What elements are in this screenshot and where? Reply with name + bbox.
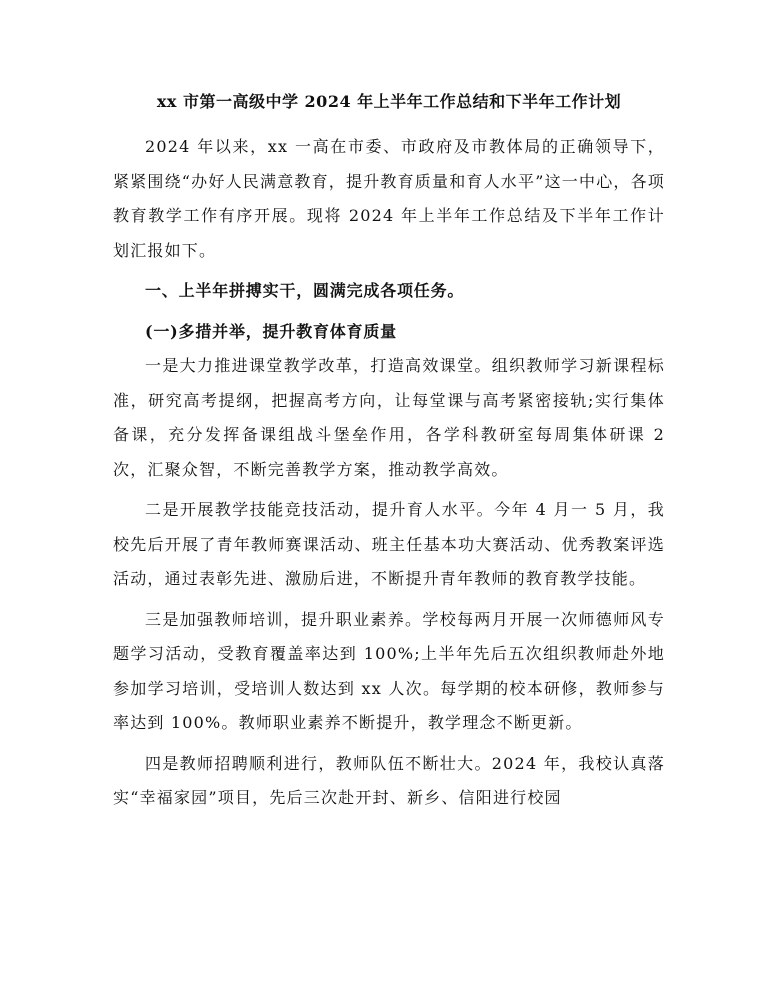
- body-paragraph-1: 一是大力推进课堂教学改革，打造高效课堂。组织教师学习新课程标准，研究高考提纲，把握高考方向，让每堂课与高考紧密接轨;实行集体备课，充分发挥备课组战斗堡垒作用，各学科教研室每周集体研课 2 次，汇聚众智，不断完善教学方案，推动教学高效。: [113, 356, 665, 479]
- section-heading: 一、上半年拼搏实干，圆满完成各项任务。: [145, 281, 465, 300]
- intro-paragraph: 2024 年以来，xx 一高在市委、市政府及市教体局的正确领导下，紧紧围绕“办好人民满意教育，提升教育质量和育人水平”这一中心，各项教育教学工作有序开展。现将 2024 年上半年工作总结及下半年工作计划汇报如下。: [113, 137, 665, 260]
- document-body: [113, 92, 665, 816]
- body-paragraph-4: 四是教师招聘顺利进行，教师队伍不断壮大。2024 年，我校认真落实“幸福家园”项目，先后三次赴开封、新乡、信阳进行校园: [113, 753, 665, 807]
- subsection-heading: (一)多措并举，提升教育体育质量: [145, 321, 397, 341]
- document-title: xx 市第一高级中学 2024 年上半年工作总结和下半年工作计划: [156, 92, 622, 111]
- body-paragraph-3: 三是加强教师培训，提升职业素养。学校每两月开展一次师德师风专题学习活动，受教育覆盖率达到 100%;上半年先后五次组织教师赴外地参加学习培训，受培训人数达到 xx 人次。每学期的校本研修，教师参与率达到 100%。教师职业素养不断提升，教学理念不断更新。: [113, 609, 665, 732]
- body-paragraph-2: 二是开展教学技能竞技活动，提升育人水平。今年 4 月一 5 月，我校先后开展了青年教师赛课活动、班主任基本功大赛活动、优秀教案评选活动，通过表彰先进、激励后进，不断提升青年教师的教育教学技能。: [113, 500, 665, 588]
